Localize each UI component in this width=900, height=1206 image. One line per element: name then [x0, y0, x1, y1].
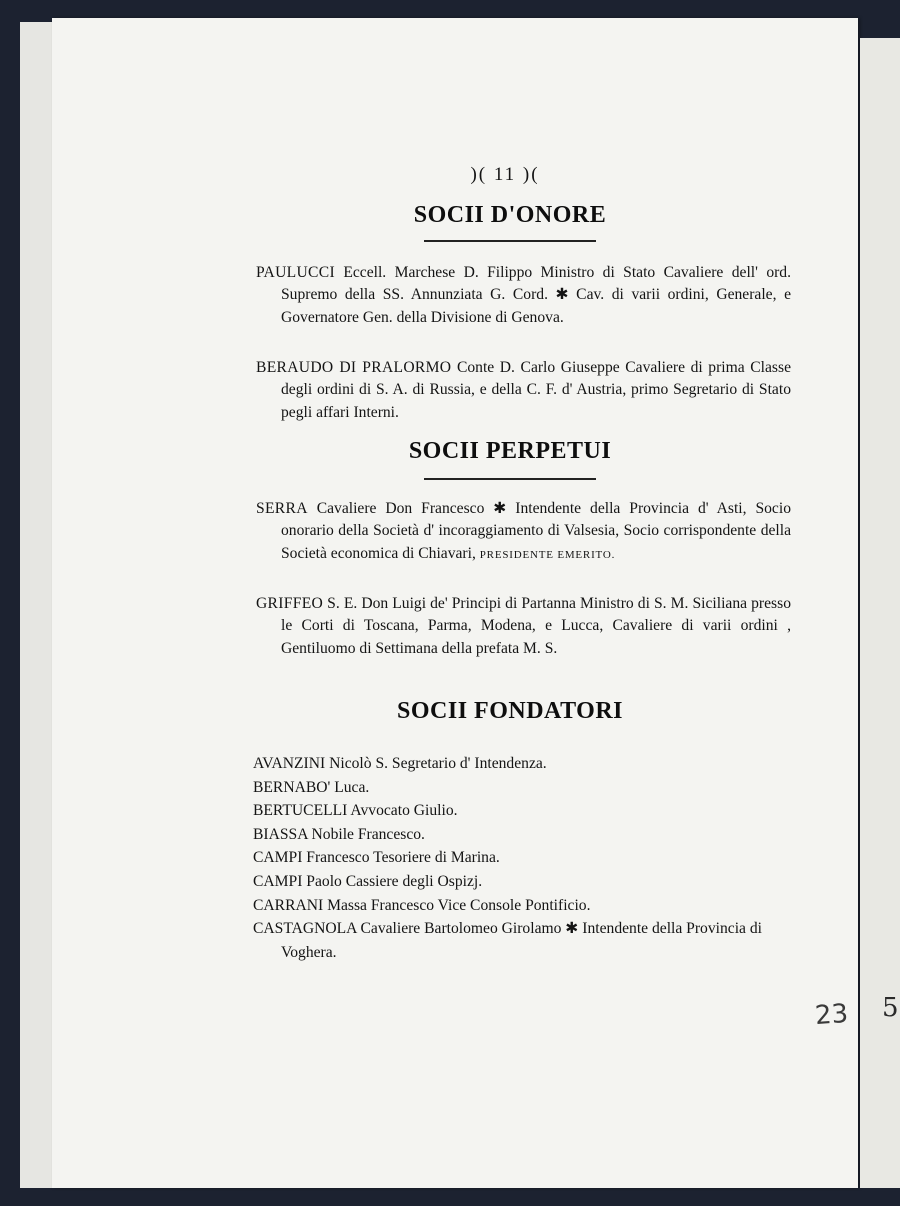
founder-entry: [253, 894, 768, 918]
section-rule: [424, 240, 596, 242]
member-description: Nicolò S. Segretario d' Intendenza.: [325, 755, 547, 772]
member-entry-beraudo: [256, 357, 791, 424]
member-name: CARRANI: [253, 896, 324, 914]
member-description: Conte D. Carlo Giuseppe Cavaliere di prima Classe degli ordini di S. A. di Russia, e della C. F. d' Austria, primo Segretario di Stato pegli affari Interni.: [281, 359, 791, 421]
member-description: Francesco Tesoriere di Marina.: [302, 849, 500, 867]
founder-entry: [253, 776, 768, 800]
member-name: SERRA: [256, 500, 308, 517]
member-description: Avvocato Giulio.: [347, 802, 458, 820]
member-entry-serra: [256, 498, 791, 566]
member-entry-griffeo: [256, 593, 791, 660]
founder-entry: [253, 846, 768, 870]
member-description: Nobile Francesco.: [307, 825, 425, 843]
founders-list: [253, 752, 768, 964]
member-description: Cavaliere Don Francesco ✱ Intendente della Provincia d' Asti, Socio onorario della Società d' incoraggiamento di Valsesia, Socio corrispondente della Società economica di Chiavari,: [281, 500, 791, 562]
page-folio: )( 11 )(: [470, 164, 540, 185]
member-description: Luca.: [330, 778, 370, 796]
member-name: BERAUDO DI PRALORMO: [256, 359, 452, 376]
pencil-margin-note: 23: [813, 998, 850, 1032]
member-description: Cavaliere Bartolomeo Girolamo ✱ Intendente della Provincia di Voghera.: [281, 920, 762, 961]
founder-entry: [253, 870, 768, 894]
member-description: Paolo Cassiere degli Ospizj.: [302, 872, 483, 890]
member-name: CAMPI: [253, 849, 303, 867]
adjacent-page-number: 5: [882, 993, 899, 1023]
member-name: BIASSA: [253, 825, 308, 843]
member-name: BERNABO': [253, 778, 331, 796]
member-name: BERTUCELLI: [253, 802, 348, 820]
founder-entry: [253, 917, 768, 964]
member-description: S. E. Don Luigi de' Principi di Partanna Ministro di S. M. Siciliana presso le Corti di Toscana, Parma, Modena, e Lucca, Cavaliere di varii ordini , Gentiluomo di Settimana della prefata M. S.: [281, 595, 791, 657]
founder-entry: [253, 752, 768, 776]
member-name: AVANZINI: [253, 755, 326, 772]
section-title-fondatori: SOCII FONDATORI: [397, 698, 623, 724]
member-name: GRIFFEO: [256, 595, 324, 612]
member-description: Massa Francesco Vice Console Pontificio.: [323, 896, 591, 914]
founder-entry: [253, 823, 768, 847]
section-title-perpetui: SOCII PERPETUI: [408, 438, 612, 464]
section-title-onore: SOCII D'ONORE: [413, 202, 607, 228]
member-name: PAULUCCI: [256, 264, 335, 281]
section-rule: [424, 478, 596, 480]
founder-entry: [253, 799, 768, 823]
member-description: Eccell. Marchese D. Filippo Ministro di Stato Cavaliere dell' ord. Supremo della SS. Annunziata G. Cord. ✱ Cav. di varii ordini, Generale, e Governatore Gen. della Divisione di Genova.: [281, 264, 791, 326]
member-title-smallcaps: PRESIDENTE EMERITO.: [479, 548, 616, 561]
member-name: CASTAGNOLA: [253, 920, 357, 938]
member-name: CAMPI: [253, 872, 303, 890]
member-entry-paulucci: [256, 262, 791, 329]
adjacent-page-edge: [860, 38, 900, 1188]
